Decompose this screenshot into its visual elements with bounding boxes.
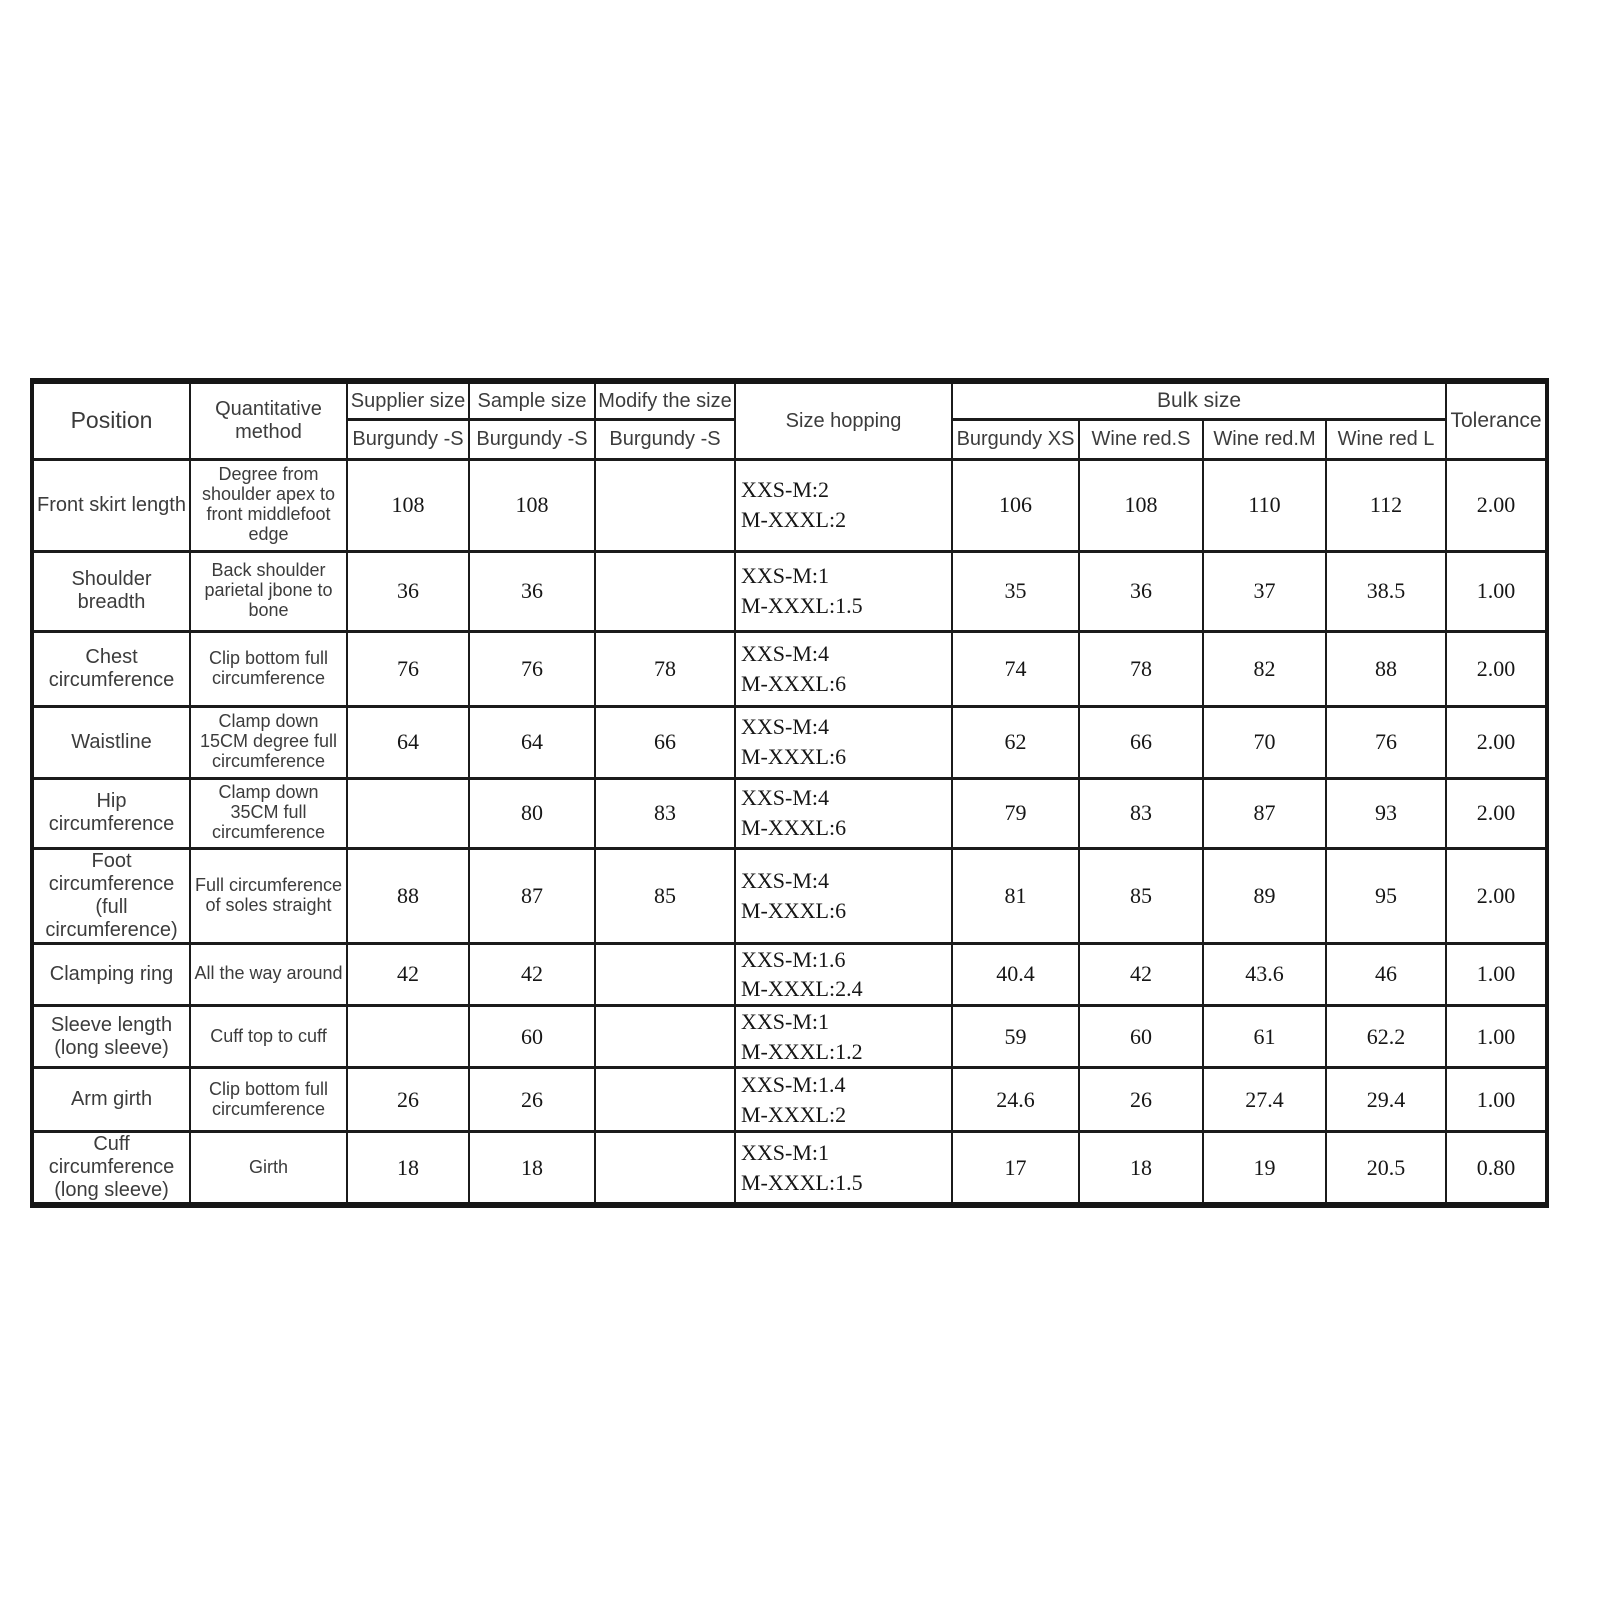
cell-bulk-wine-red-s: 85: [1079, 848, 1203, 943]
cell-quantitative-method: Cuff top to cuff: [190, 1005, 347, 1067]
cell-bulk-burgundy-xs: 74: [952, 631, 1079, 706]
cell-bulk-wine-red-l: 46: [1326, 943, 1446, 1005]
size-hopping-line-2: M-XXXL:6: [741, 670, 847, 696]
cell-bulk-wine-red-l: 112: [1326, 459, 1446, 551]
cell-modify-size: [595, 551, 735, 631]
cell-sample-size: 87: [469, 848, 595, 943]
col-header-sample-size: Sample size: [469, 381, 595, 419]
cell-tolerance: 1.00: [1446, 551, 1547, 631]
subheader-bulk-wine-red-s: Wine red.S: [1079, 419, 1203, 459]
size-hopping-line-1: XXS-M:1.4: [741, 1072, 846, 1098]
table-body: [32, 459, 1547, 1205]
header-row-top: [32, 381, 1547, 419]
cell-modify-size: 66: [595, 706, 735, 778]
cell-tolerance: 1.00: [1446, 1068, 1547, 1132]
cell-bulk-burgundy-xs: 106: [952, 459, 1079, 551]
cell-tolerance: 2.00: [1446, 631, 1547, 706]
cell-modify-size: [595, 943, 735, 1005]
size-hopping-line-2: M-XXXL:6: [741, 815, 847, 840]
cell-supplier-size: 42: [347, 943, 469, 1005]
cell-size-hopping: [735, 551, 952, 631]
cell-bulk-wine-red-l: 93: [1326, 778, 1446, 848]
cell-bulk-wine-red-s: 42: [1079, 943, 1203, 1005]
cell-bulk-wine-red-s: 78: [1079, 631, 1203, 706]
col-header-supplier-size: Supplier size: [347, 381, 469, 419]
table-header: [32, 381, 1547, 459]
size-hopping-line-1: XXS-M:1: [741, 1008, 830, 1034]
size-hopping-line-1: XXS-M:1: [741, 563, 830, 589]
cell-modify-size: [595, 1068, 735, 1132]
table-row: [32, 706, 1547, 778]
size-hopping-line-2: M-XXXL:6: [741, 744, 847, 769]
cell-position: Arm girth: [32, 1068, 190, 1132]
cell-supplier-size: 64: [347, 706, 469, 778]
cell-tolerance: 1.00: [1446, 1005, 1547, 1067]
cell-bulk-burgundy-xs: 35: [952, 551, 1079, 631]
col-header-bulk-size: Bulk size: [952, 381, 1446, 419]
cell-supplier-size: 88: [347, 848, 469, 943]
cell-bulk-burgundy-xs: 81: [952, 848, 1079, 943]
cell-bulk-wine-red-s: 108: [1079, 459, 1203, 551]
cell-size-hopping: [735, 1068, 952, 1132]
subheader-sample-colorway: Burgundy -S: [469, 419, 595, 459]
cell-size-hopping: [735, 943, 952, 1005]
cell-sample-size: 60: [469, 1005, 595, 1067]
col-header-method: Quantitative method: [190, 381, 347, 459]
size-hopping-line-1: XXS-M:1.6: [741, 946, 846, 972]
cell-modify-size: [595, 459, 735, 551]
cell-bulk-wine-red-l: 88: [1326, 631, 1446, 706]
cell-bulk-burgundy-xs: 79: [952, 778, 1079, 848]
cell-sample-size: 64: [469, 706, 595, 778]
table-row: [32, 1068, 1547, 1132]
cell-size-hopping: [735, 778, 952, 848]
col-header-position: Position: [32, 381, 190, 459]
size-hopping-line-2: M-XXXL:2: [741, 507, 847, 532]
cell-bulk-burgundy-xs: 40.4: [952, 943, 1079, 1005]
cell-supplier-size: [347, 778, 469, 848]
cell-bulk-wine-red-m: 89: [1203, 848, 1326, 943]
cell-tolerance: 2.00: [1446, 848, 1547, 943]
cell-sample-size: 42: [469, 943, 595, 1005]
cell-bulk-wine-red-s: 26: [1079, 1068, 1203, 1132]
size-chart-table: [30, 378, 1545, 1208]
cell-bulk-wine-red-s: 36: [1079, 551, 1203, 631]
cell-modify-size: 78: [595, 631, 735, 706]
size-hopping-line-1: XXS-M:1: [741, 1140, 830, 1166]
cell-tolerance: 2.00: [1446, 778, 1547, 848]
cell-bulk-wine-red-m: 43.6: [1203, 943, 1326, 1005]
cell-bulk-burgundy-xs: 24.6: [952, 1068, 1079, 1132]
cell-bulk-wine-red-s: 60: [1079, 1005, 1203, 1067]
cell-sample-size: 18: [469, 1132, 595, 1206]
size-hopping-line-2: M-XXXL:1.2: [741, 1038, 863, 1064]
table-row: [32, 631, 1547, 706]
cell-bulk-wine-red-l: 95: [1326, 848, 1446, 943]
col-header-size-hopping: Size hopping: [735, 381, 952, 459]
cell-bulk-wine-red-m: 37: [1203, 551, 1326, 631]
cell-size-hopping: [735, 1005, 952, 1067]
size-hopping-line-1: XXS-M:4: [741, 867, 830, 893]
size-hopping-line-1: XXS-M:2: [741, 477, 830, 503]
cell-bulk-wine-red-m: 27.4: [1203, 1068, 1326, 1132]
subheader-bulk-burgundy-xs: Burgundy XS: [952, 419, 1079, 459]
cell-position: Waistline: [32, 706, 190, 778]
size-hopping-line-2: M-XXXL:6: [741, 897, 847, 923]
subheader-supplier-colorway: Burgundy -S: [347, 419, 469, 459]
cell-position: Front skirt length: [32, 459, 190, 551]
cell-bulk-wine-red-m: 87: [1203, 778, 1326, 848]
col-header-tolerance: Tolerance: [1446, 381, 1547, 459]
cell-size-hopping: [735, 1132, 952, 1206]
cell-bulk-wine-red-m: 61: [1203, 1005, 1326, 1067]
table-row: [32, 551, 1547, 631]
cell-quantitative-method: Clip bottom full circumference: [190, 631, 347, 706]
cell-bulk-wine-red-s: 66: [1079, 706, 1203, 778]
cell-tolerance: 2.00: [1446, 459, 1547, 551]
cell-bulk-wine-red-l: 38.5: [1326, 551, 1446, 631]
cell-bulk-wine-red-m: 19: [1203, 1132, 1326, 1206]
cell-bulk-burgundy-xs: 59: [952, 1005, 1079, 1067]
cell-size-hopping: [735, 706, 952, 778]
cell-bulk-wine-red-l: 20.5: [1326, 1132, 1446, 1206]
cell-sample-size: 76: [469, 631, 595, 706]
cell-quantitative-method: Full circumference of soles straight: [190, 848, 347, 943]
cell-position: Chest circumference: [32, 631, 190, 706]
cell-modify-size: [595, 1132, 735, 1206]
cell-position: Clamping ring: [32, 943, 190, 1005]
size-chart: [30, 378, 1549, 1208]
cell-bulk-wine-red-m: 70: [1203, 706, 1326, 778]
cell-modify-size: 85: [595, 848, 735, 943]
subheader-bulk-wine-red-l: Wine red L: [1326, 419, 1446, 459]
table-row: [32, 848, 1547, 943]
cell-quantitative-method: Degree from shoulder apex to front middlefoot edge: [190, 459, 347, 551]
cell-bulk-burgundy-xs: 17: [952, 1132, 1079, 1206]
cell-size-hopping: [735, 459, 952, 551]
cell-quantitative-method: All the way around: [190, 943, 347, 1005]
cell-tolerance: 1.00: [1446, 943, 1547, 1005]
size-hopping-line-1: XXS-M:4: [741, 640, 830, 666]
cell-supplier-size: 26: [347, 1068, 469, 1132]
cell-position: Hip circumference: [32, 778, 190, 848]
table-row: [32, 1005, 1547, 1067]
cell-supplier-size: 18: [347, 1132, 469, 1206]
cell-quantitative-method: Clip bottom full circumference: [190, 1068, 347, 1132]
table-row: [32, 778, 1547, 848]
table-row: [32, 1132, 1547, 1206]
cell-modify-size: 83: [595, 778, 735, 848]
size-hopping-line-2: M-XXXL:1.5: [741, 1169, 863, 1195]
cell-sample-size: 26: [469, 1068, 595, 1132]
cell-quantitative-method: Back shoulder parietal jbone to bone: [190, 551, 347, 631]
cell-sample-size: 36: [469, 551, 595, 631]
cell-bulk-burgundy-xs: 62: [952, 706, 1079, 778]
cell-bulk-wine-red-l: 62.2: [1326, 1005, 1446, 1067]
cell-position: Shoulder breadth: [32, 551, 190, 631]
cell-bulk-wine-red-s: 18: [1079, 1132, 1203, 1206]
col-header-modify-size: Modify the size: [595, 381, 735, 419]
table-row: [32, 943, 1547, 1005]
size-hopping-line-1: XXS-M:4: [741, 714, 830, 740]
cell-quantitative-method: Clamp down 15CM degree full circumference: [190, 706, 347, 778]
cell-position: Sleeve length (long sleeve): [32, 1005, 190, 1067]
size-hopping-line-2: M-XXXL:2: [741, 1101, 847, 1127]
cell-bulk-wine-red-m: 110: [1203, 459, 1326, 551]
size-hopping-line-2: M-XXXL:1.5: [741, 593, 863, 618]
cell-bulk-wine-red-m: 82: [1203, 631, 1326, 706]
cell-supplier-size: [347, 1005, 469, 1067]
cell-bulk-wine-red-l: 29.4: [1326, 1068, 1446, 1132]
cell-sample-size: 108: [469, 459, 595, 551]
cell-bulk-wine-red-l: 76: [1326, 706, 1446, 778]
size-hopping-line-1: XXS-M:4: [741, 785, 830, 811]
cell-tolerance: 0.80: [1446, 1132, 1547, 1206]
cell-quantitative-method: Clamp down 35CM full circumference: [190, 778, 347, 848]
cell-size-hopping: [735, 631, 952, 706]
cell-modify-size: [595, 1005, 735, 1067]
cell-tolerance: 2.00: [1446, 706, 1547, 778]
subheader-bulk-wine-red-m: Wine red.M: [1203, 419, 1326, 459]
cell-position: Cuff circumference (long sleeve): [32, 1132, 190, 1206]
cell-bulk-wine-red-s: 83: [1079, 778, 1203, 848]
cell-quantitative-method: Girth: [190, 1132, 347, 1206]
cell-sample-size: 80: [469, 778, 595, 848]
cell-supplier-size: 108: [347, 459, 469, 551]
cell-supplier-size: 36: [347, 551, 469, 631]
cell-position: Foot circumference (full circumference): [32, 848, 190, 943]
size-hopping-line-2: M-XXXL:2.4: [741, 976, 863, 1002]
cell-supplier-size: 76: [347, 631, 469, 706]
cell-size-hopping: [735, 848, 952, 943]
subheader-modify-colorway: Burgundy -S: [595, 419, 735, 459]
table-row: [32, 459, 1547, 551]
